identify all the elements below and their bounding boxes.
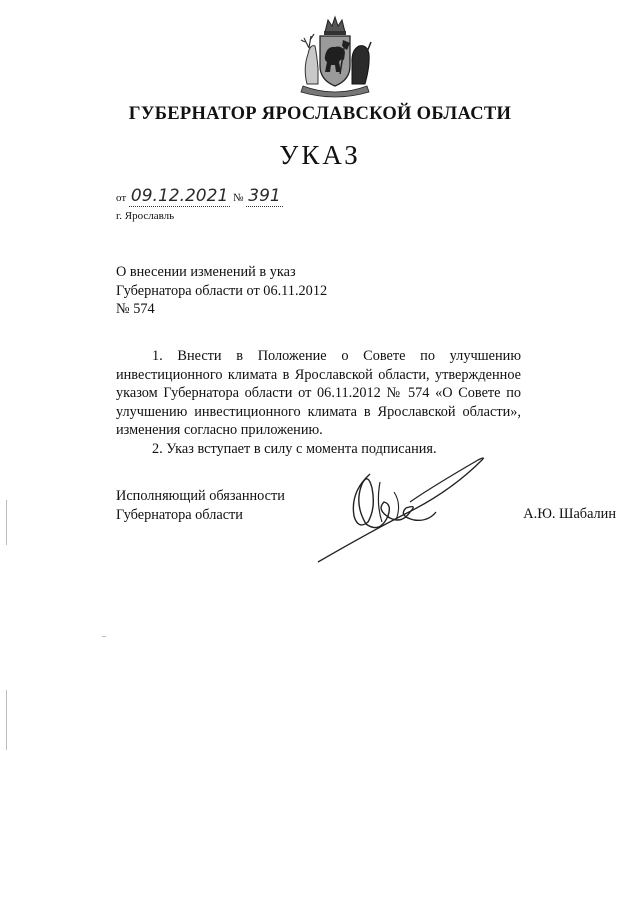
- document-type-title: УКАЗ: [279, 140, 361, 170]
- scan-edge-mark: [6, 500, 7, 545]
- decree-number: 391: [248, 186, 281, 206]
- number-prefix: №: [233, 192, 244, 204]
- decree-body: [116, 347, 521, 458]
- decree-date: 09.12.2021: [130, 186, 229, 206]
- coat-of-arms-icon: [289, 12, 381, 98]
- position-line-2: Губернатора области: [116, 506, 243, 523]
- clause-2: 2. Указ вступает в силу с момента подписания.: [152, 440, 437, 457]
- scan-edge-mark: [102, 636, 106, 637]
- issue-city: г. Ярославль: [116, 210, 175, 222]
- decree-subject: [116, 263, 327, 319]
- scan-edge-mark: [6, 690, 7, 750]
- signatory-name: А.Ю. Шабалин: [523, 506, 616, 522]
- date-number-line: [116, 186, 283, 206]
- subject-line-1: О внесении изменений в указ: [116, 264, 296, 280]
- handwritten-signature: [310, 452, 500, 570]
- subject-line-3: № 574: [116, 301, 155, 317]
- signatory-position: [116, 487, 285, 524]
- subject-line-2: Губернатора области от 06.11.2012: [116, 282, 328, 299]
- issuing-authority: ГУБЕРНАТОР ЯРОСЛАВСКОЙ ОБЛАСТИ: [128, 104, 512, 124]
- position-line-1: Исполняющий обязанности: [116, 488, 285, 504]
- date-prefix: от: [116, 192, 127, 204]
- clause-1: 1. Внести в Положение о Совете по улучшению инвестиционного климата в Ярославской области, утвержденное указом Губернатора области от 06.11.2012 № 574 «О Совете по улучшению инвестиционного климата в Ярославской области», изменения согласно приложению.: [116, 348, 521, 438]
